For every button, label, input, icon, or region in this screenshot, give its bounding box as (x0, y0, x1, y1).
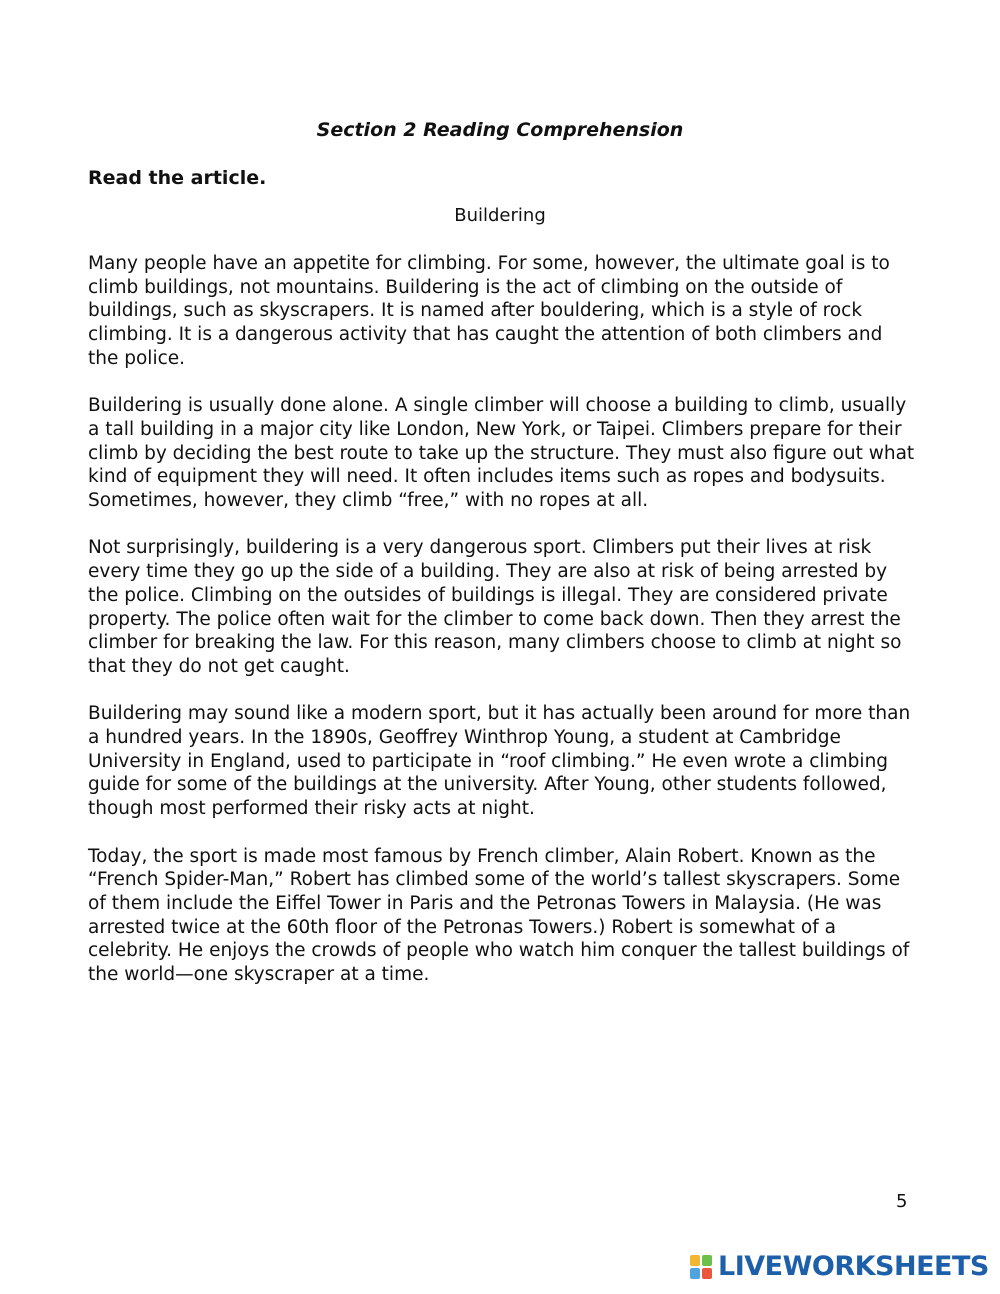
instruction-text: Read the article. (88, 167, 267, 189)
article-body (88, 252, 918, 1010)
article-title: Buildering (454, 205, 546, 226)
page-number: 5 (896, 1191, 908, 1212)
article-paragraph: Today, the sport is made most famous by French climber, Alain Robert. Known as the “French Spider-Man,” Robert has climbed some of the world’s tallest skyscrapers. Some of them include the Eiffel Tower in Paris and the Petronas Towers in Malaysia. (He was arrested twice at the 60th floor of the Petronas Towers.) Robert is somewhat of a celebrity. He enjoys the crowds of people who watch him conquer the tallest buildings of the world—one skyscraper at a time. (88, 845, 910, 986)
logo-square (702, 1255, 712, 1266)
logo-square (690, 1255, 700, 1266)
article-paragraph: Not surprisingly, buildering is a very dangerous sport. Climbers put their lives at risk every time they go up the side of a building. They are also at risk of being arrested by the police. Climbing on the outsides of buildings is illegal. They are considered private property. The police often wait for the climber to come back down. Then they arrest the climber for breaking the law. For this reason, many climbers choose to climb at night so that they do not get caught. (88, 537, 902, 677)
logo-text: LIVEWORKSHEETS (718, 1251, 989, 1282)
section-title: Section 2 Reading Comprehension (316, 119, 684, 141)
liveworksheets-logo-icon (690, 1255, 712, 1279)
liveworksheets-logo[interactable] (690, 1252, 989, 1282)
article-paragraph: Buildering may sound like a modern sport, but it has actually been around for more than a hundred years. In the 1890s, Geoffrey Winthrop Young, a student at Cambridge University in England, used to participate in “roof climbing.” He even wrote a climbing guide for some of the buildings at the university. After Young, other students followed, though most performed their risky acts at night. (88, 703, 911, 820)
logo-square (690, 1268, 700, 1279)
article-paragraph: Buildering is usually done alone. A single climber will choose a building to climb, usually a tall building in a major city like London, New York, or Taipei. Climbers prepare for their climb by deciding the best route to take up the structure. They must also figure out what kind of equipment they will need. It often includes items such as ropes and bodysuits. Sometimes, however, they climb “free,” with no ropes at all. (88, 395, 915, 512)
article-paragraph: Many people have an appetite for climbing. For some, however, the ultimate goal is to climb buildings, not mountains. Buildering is the act of climbing on the outside of buildings, such as skyscrapers. It is named after bouldering, which is a style of rock climbing. It is a dangerous activity that has caught the attention of both climbers and the police. (88, 253, 890, 369)
logo-square (702, 1268, 712, 1279)
